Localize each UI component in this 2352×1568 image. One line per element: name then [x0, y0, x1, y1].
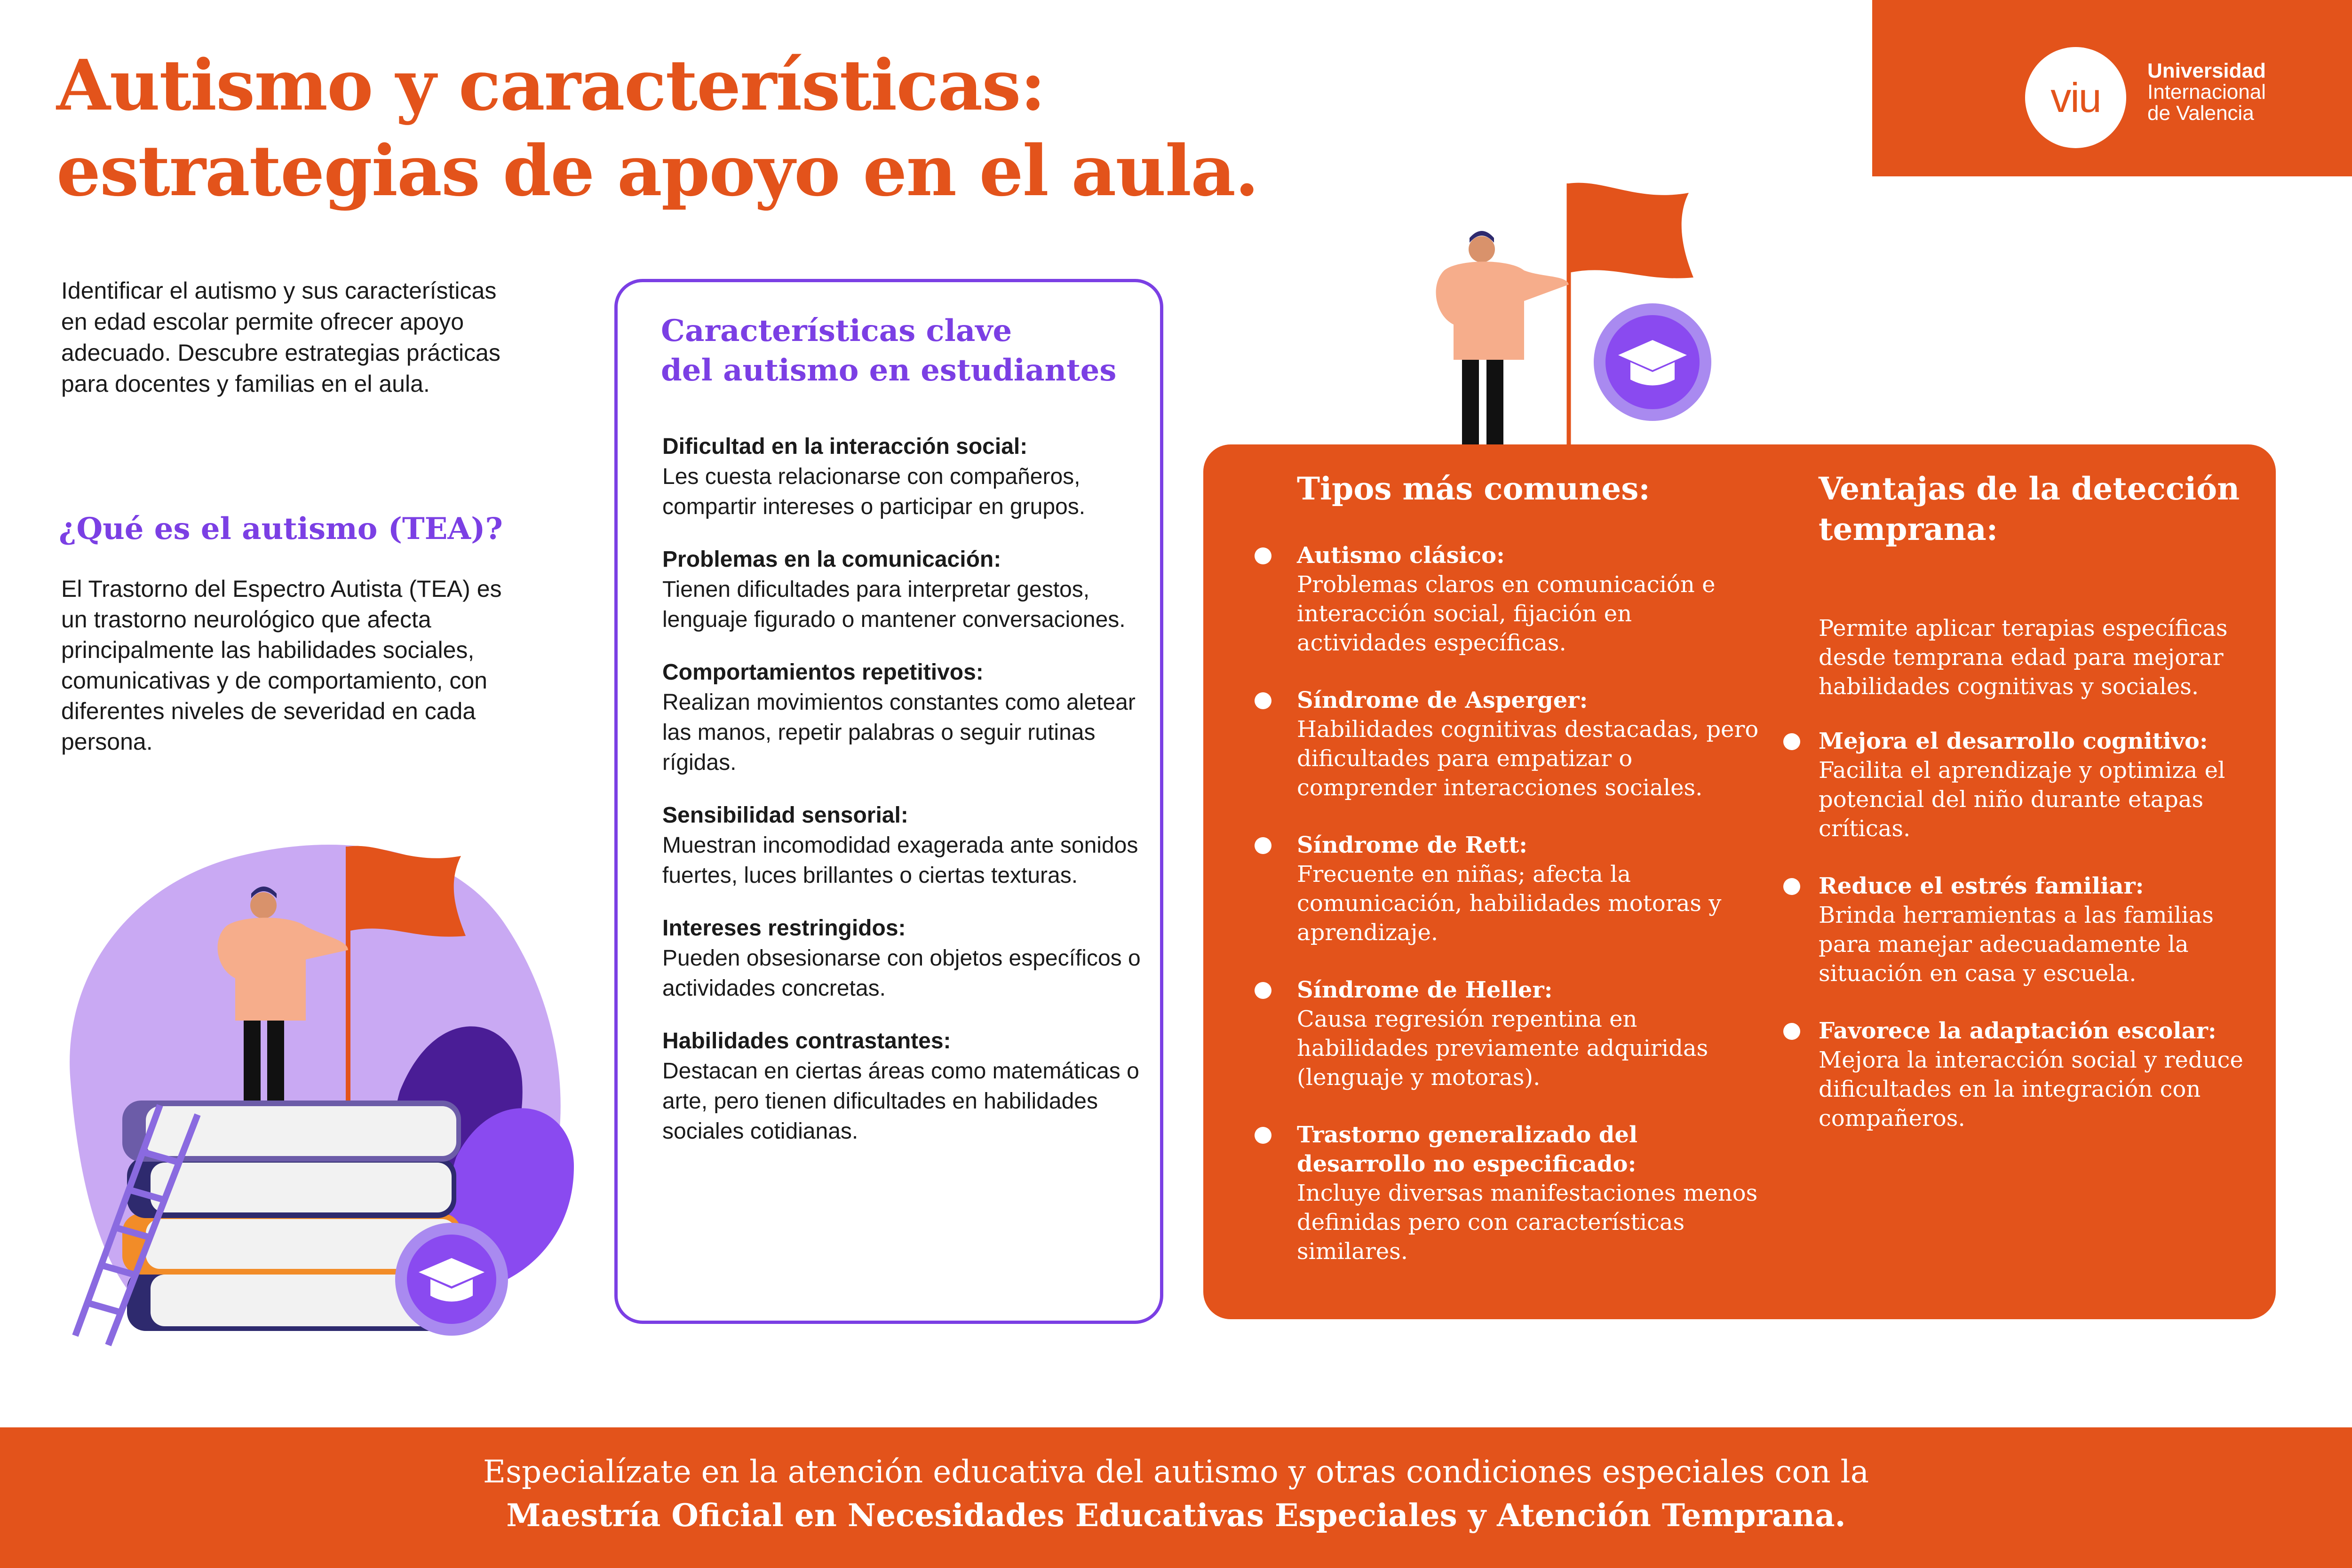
- bullet-icon: [1255, 982, 1271, 999]
- key-title-line-2: del autismo en estudiantes: [661, 353, 1117, 388]
- advantages-heading: Ventajas de la detección temprana:: [1819, 470, 2240, 547]
- list-item: [662, 545, 1152, 635]
- item-desc: Les cuesta relacionarse con compañeros, compartir intereses o participar en grupos.: [662, 464, 1086, 519]
- types-heading: Tipos más comunes:: [1297, 470, 1650, 507]
- item-title: Síndrome de Asperger:: [1297, 687, 1588, 713]
- item-desc: Tienen dificultades para interpretar gestos, lenguaje figurado o mantener conversaciones.: [662, 577, 1126, 632]
- list-item: [1297, 541, 1767, 657]
- item-title: Comportamientos repetitivos:: [662, 660, 984, 685]
- bullet-icon: [1783, 878, 1800, 895]
- graduation-cap-icon: [1594, 303, 1711, 421]
- footer-line-2: Maestría Oficial en Necesidades Educativas Especiales y Atención Temprana.: [506, 1497, 1846, 1534]
- bullet-icon: [1255, 547, 1271, 564]
- list-item: [662, 432, 1152, 522]
- list-item: [1819, 1016, 2251, 1133]
- list-item: [1297, 831, 1767, 947]
- item-title: Síndrome de Rett:: [1297, 832, 1528, 858]
- item-desc: Destacan en ciertas áreas como matemáticas o arte, pero tienen dificultades en habilidades sociales cotidianas.: [662, 1059, 1139, 1144]
- item-desc: Facilita el aprendizaje y optimiza el potencial del niño durante etapas críticas.: [1819, 757, 2225, 842]
- advantages-intro: Permite aplicar terapias específicas desde temprana edad para mejorar habilidades cognitivas y sociales.: [1819, 615, 2228, 700]
- flag-person-illustration: [1392, 174, 1722, 447]
- bullet-icon: [1255, 837, 1271, 854]
- what-is-autism-heading: ¿Qué es el autismo (TEA)?: [59, 511, 503, 546]
- list-item: [1819, 871, 2251, 988]
- flag-shape: [1569, 183, 1693, 278]
- intro-paragraph: Identificar el autismo y sus características en edad escolar permite ofrecer apoyo adecuado. Descubre estrategias prácticas para docentes y familias en el aula.: [61, 277, 501, 397]
- list-item: [1297, 1120, 1767, 1266]
- list-item: [662, 913, 1152, 1004]
- item-title: Reduce el estrés familiar:: [1819, 873, 2144, 899]
- viu-logo-mark: viu: [2025, 47, 2126, 148]
- bullet-icon: [1783, 1023, 1800, 1040]
- list-item: [662, 657, 1152, 778]
- key-characteristics-list: [662, 432, 1152, 1169]
- item-desc: Habilidades cognitivas destacadas, pero dificultades para empatizar o comprender interacciones sociales.: [1297, 716, 1759, 801]
- flag-shape: [348, 846, 466, 937]
- item-desc: Frecuente en niñas; afecta la comunicación, habilidades motoras y aprendizaje.: [1297, 861, 1722, 946]
- title-line-1: Autismo y características:: [56, 44, 1045, 126]
- item-title: Trastorno generalizado del desarrollo no especificado:: [1297, 1122, 1638, 1177]
- bullet-icon: [1255, 1127, 1271, 1144]
- key-characteristics-title: [661, 311, 1131, 390]
- item-title: Dificultad en la interacción social:: [662, 434, 1028, 459]
- item-title: Habilidades contrastantes:: [662, 1029, 951, 1053]
- logo-line-1: Universidad: [2147, 59, 2266, 82]
- item-title: Intereses restringidos:: [662, 916, 906, 941]
- list-item: [1297, 975, 1767, 1092]
- item-desc: Incluye diversas manifestaciones menos definidas pero con características similares.: [1297, 1180, 1758, 1265]
- item-desc: Brinda herramientas a las familias para manejar adecuadamente la situación en casa y escuela.: [1819, 902, 2214, 987]
- item-title: Autismo clásico:: [1297, 542, 1505, 569]
- types-list: [1297, 541, 1767, 1294]
- footer-line-1: Especialízate en la atención educativa del autismo y otras condiciones especiales con la: [483, 1454, 1869, 1490]
- what-is-autism-body: El Trastorno del Espectro Autista (TEA) es un trastorno neurológico que afecta principalmente las habilidades sociales, comunicativas y de comportamiento, con diferentes niveles de severidad en cada persona.: [61, 576, 502, 755]
- item-desc: Realizan movimientos constantes como aletear las manos, repetir palabras o seguir rutinas rígidas.: [662, 690, 1136, 775]
- books-illustration: [42, 800, 583, 1354]
- item-title: Sensibilidad sensorial:: [662, 803, 908, 828]
- list-item: [1297, 686, 1767, 802]
- item-title: Problemas en la comunicación:: [662, 547, 1001, 572]
- graduation-cap-icon: [395, 1223, 508, 1336]
- person-figure: [1436, 231, 1569, 444]
- university-logo-text: [2147, 60, 2266, 124]
- item-desc: Causa regresión repentina en habilidades previamente adquiridas (lenguaje y motoras).: [1297, 1006, 1708, 1091]
- list-item: [662, 1026, 1152, 1147]
- item-title: Favorece la adaptación escolar:: [1819, 1018, 2217, 1044]
- key-title-line-1: Características clave: [661, 313, 1012, 348]
- item-desc: Mejora la interacción social y reduce dificultades en la integración con compañeros.: [1819, 1047, 2243, 1132]
- item-desc: Muestran incomodidad exagerada ante sonidos fuertes, luces brillantes o ciertas texturas.: [662, 833, 1138, 888]
- list-item: [662, 800, 1152, 891]
- logo-line-3: de Valencia: [2147, 102, 2254, 125]
- footer-banner: [0, 1427, 2352, 1568]
- item-title: Síndrome de Heller:: [1297, 977, 1553, 1003]
- advantages-list: [1819, 727, 2251, 1161]
- item-title: Mejora el desarrollo cognitivo:: [1819, 728, 2208, 754]
- bullet-icon: [1783, 733, 1800, 750]
- list-item: [1819, 727, 2251, 843]
- item-desc: Pueden obsesionarse con objetos específicos o actividades concretas.: [662, 946, 1141, 1001]
- logo-line-2: Internacional: [2147, 80, 2266, 103]
- title-line-2: estrategias de apoyo en el aula.: [56, 130, 1258, 212]
- item-desc: Problemas claros en comunicación e interacción social, fijación en actividades específicas.: [1297, 571, 1716, 656]
- bullet-icon: [1255, 692, 1271, 709]
